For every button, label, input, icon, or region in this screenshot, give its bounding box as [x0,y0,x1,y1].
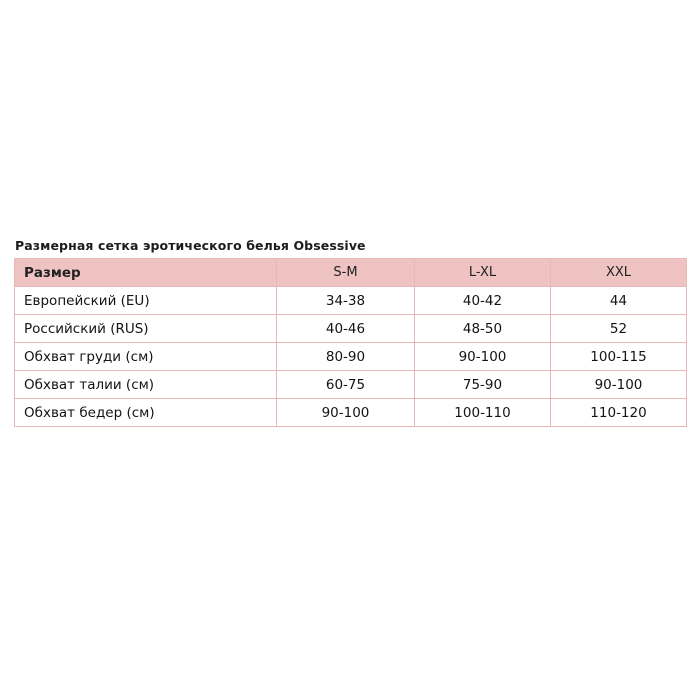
table-row [15,287,687,315]
column-header-xxl: XXL [551,259,687,287]
table-row [15,399,687,427]
cell-eu-s-m: 34-38 [277,287,415,315]
table-header [15,259,687,287]
cell-bust-xxl: 100-115 [551,343,687,371]
cell-hips-xxl: 110-120 [551,399,687,427]
cell-rus-l-xl: 48-50 [415,315,551,343]
cell-hips-s-m: 90-100 [277,399,415,427]
table-row [15,371,687,399]
row-label-rus: Российский (RUS) [15,315,277,343]
cell-hips-l-xl: 100-110 [415,399,551,427]
column-header-s-m: S-M [277,259,415,287]
cell-rus-s-m: 40-46 [277,315,415,343]
cell-eu-xxl: 44 [551,287,687,315]
cell-bust-s-m: 80-90 [277,343,415,371]
cell-bust-l-xl: 90-100 [415,343,551,371]
column-header-size: Размер [15,259,277,287]
row-label-bust: Обхват груди (см) [15,343,277,371]
page-title: Размерная сетка эротического белья Obsessive [15,238,366,253]
table-row [15,315,687,343]
table-body [15,287,687,427]
row-label-waist: Обхват талии (см) [15,371,277,399]
cell-waist-xxl: 90-100 [551,371,687,399]
size-chart-block [14,238,686,427]
row-label-eu: Европейский (EU) [15,287,277,315]
cell-waist-s-m: 60-75 [277,371,415,399]
table-row [15,343,687,371]
cell-waist-l-xl: 75-90 [415,371,551,399]
cell-rus-xxl: 52 [551,315,687,343]
table-header-row [15,259,687,287]
size-chart-table [14,258,687,427]
row-label-hips: Обхват бедер (см) [15,399,277,427]
cell-eu-l-xl: 40-42 [415,287,551,315]
column-header-l-xl: L-XL [415,259,551,287]
